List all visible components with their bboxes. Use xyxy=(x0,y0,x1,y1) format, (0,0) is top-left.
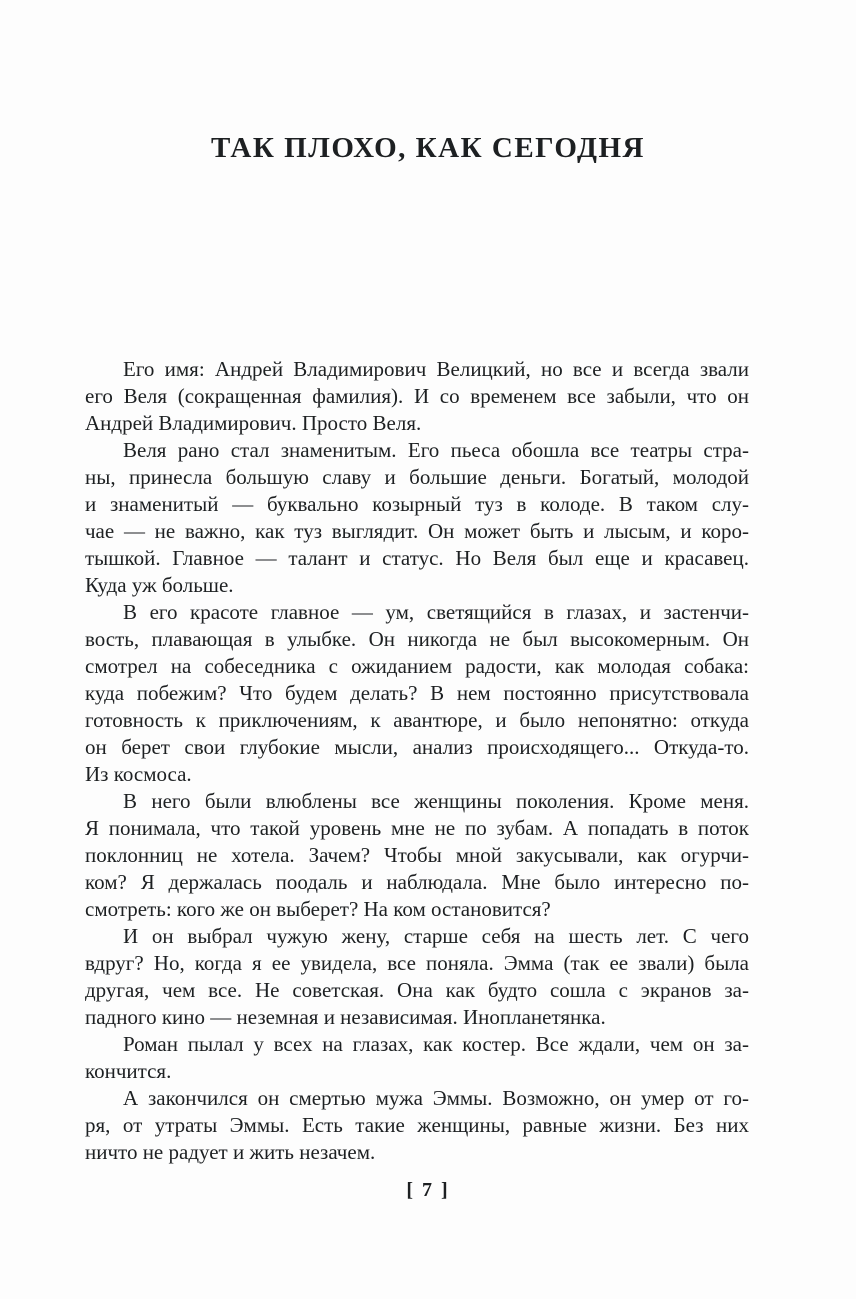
paragraph xyxy=(85,923,749,1031)
paragraph xyxy=(85,1031,749,1085)
text-line: вдруг? Но, когда я ее увидела, все поняла. Эмма (так ее звали) была xyxy=(85,951,749,975)
paragraph xyxy=(85,437,749,599)
paragraph xyxy=(85,599,749,788)
page-number: [ 7 ] xyxy=(406,1179,450,1201)
text-line: ны, принесла большую славу и большие деньги. Богатый, молодой xyxy=(85,465,749,489)
text-line: другая, чем все. Не советская. Она как будто сошла с экранов за- xyxy=(85,978,749,1002)
text-line: ком? Я держалась поодаль и наблюдала. Мне было интересно по- xyxy=(85,870,749,894)
text-line: Роман пылал у всех на глазах, как костер. Все ждали, чем он за- xyxy=(123,1032,749,1056)
paragraph xyxy=(85,356,749,437)
text-line: поклонниц не хотела. Зачем? Чтобы мной закусывали, как огурчи- xyxy=(85,843,749,867)
text-line: И он выбрал чужую жену, старше себя на шесть лет. С чего xyxy=(123,924,749,948)
text-line: ничто не радует и жить незачем. xyxy=(85,1140,376,1164)
text-line: и знаменитый — буквально козырный туз в колоде. В таком слу- xyxy=(85,492,749,516)
story-text xyxy=(85,356,749,1166)
text-line: Андрей Владимирович. Просто Веля. xyxy=(85,411,422,435)
paragraph xyxy=(85,1085,749,1166)
text-line: его Веля (сокращенная фамилия). И со временем все забыли, что он xyxy=(85,384,749,408)
text-line: Куда уж больше. xyxy=(85,573,234,597)
text-line: чае — не важно, как туз выглядит. Он может быть и лысым, и коро- xyxy=(85,519,749,543)
text-line: готовность к приключениям, к авантюре, и было непонятно: откуда xyxy=(85,708,749,732)
text-line: Его имя: Андрей Владимирович Велицкий, но все и всегда звали xyxy=(123,357,749,381)
text-line: падного кино — неземная и независимая. Инопланетянка. xyxy=(85,1005,606,1029)
chapter-title: ТАК ПЛОХО, КАК СЕГОДНЯ xyxy=(211,132,645,164)
text-line: Веля рано стал знаменитым. Его пьеса обошла все театры стра- xyxy=(123,438,749,462)
text-line: смотрел на собеседника с ожиданием радости, как молодая собака: xyxy=(85,654,749,678)
text-line: вость, плавающая в улыбке. Он никогда не был высокомерным. Он xyxy=(85,627,749,651)
text-line: В него были влюблены все женщины поколения. Кроме меня. xyxy=(123,789,749,813)
text-line: смотреть: кого же он выберет? На ком остановится? xyxy=(85,897,551,921)
text-line: куда побежим? Что будем делать? В нем постоянно присутствовала xyxy=(85,681,749,705)
text-line: Из космоса. xyxy=(85,762,192,786)
text-line: Я понимала, что такой уровень мне не по зубам. А попадать в поток xyxy=(85,816,749,840)
paragraph xyxy=(85,788,749,923)
text-line: В его красоте главное — ум, светящийся в глазах, и застенчи- xyxy=(123,600,749,624)
text-line: А закончился он смертью мужа Эммы. Возможно, он умер от го- xyxy=(123,1086,749,1110)
text-line: ря, от утраты Эммы. Есть такие женщины, равные жизни. Без них xyxy=(85,1113,749,1137)
text-line: тышкой. Главное — талант и статус. Но Веля был еще и красавец. xyxy=(85,546,749,570)
text-line: кончится. xyxy=(85,1059,172,1083)
text-line: он берет свои глубокие мысли, анализ происходящего... Откуда-то. xyxy=(85,735,749,759)
